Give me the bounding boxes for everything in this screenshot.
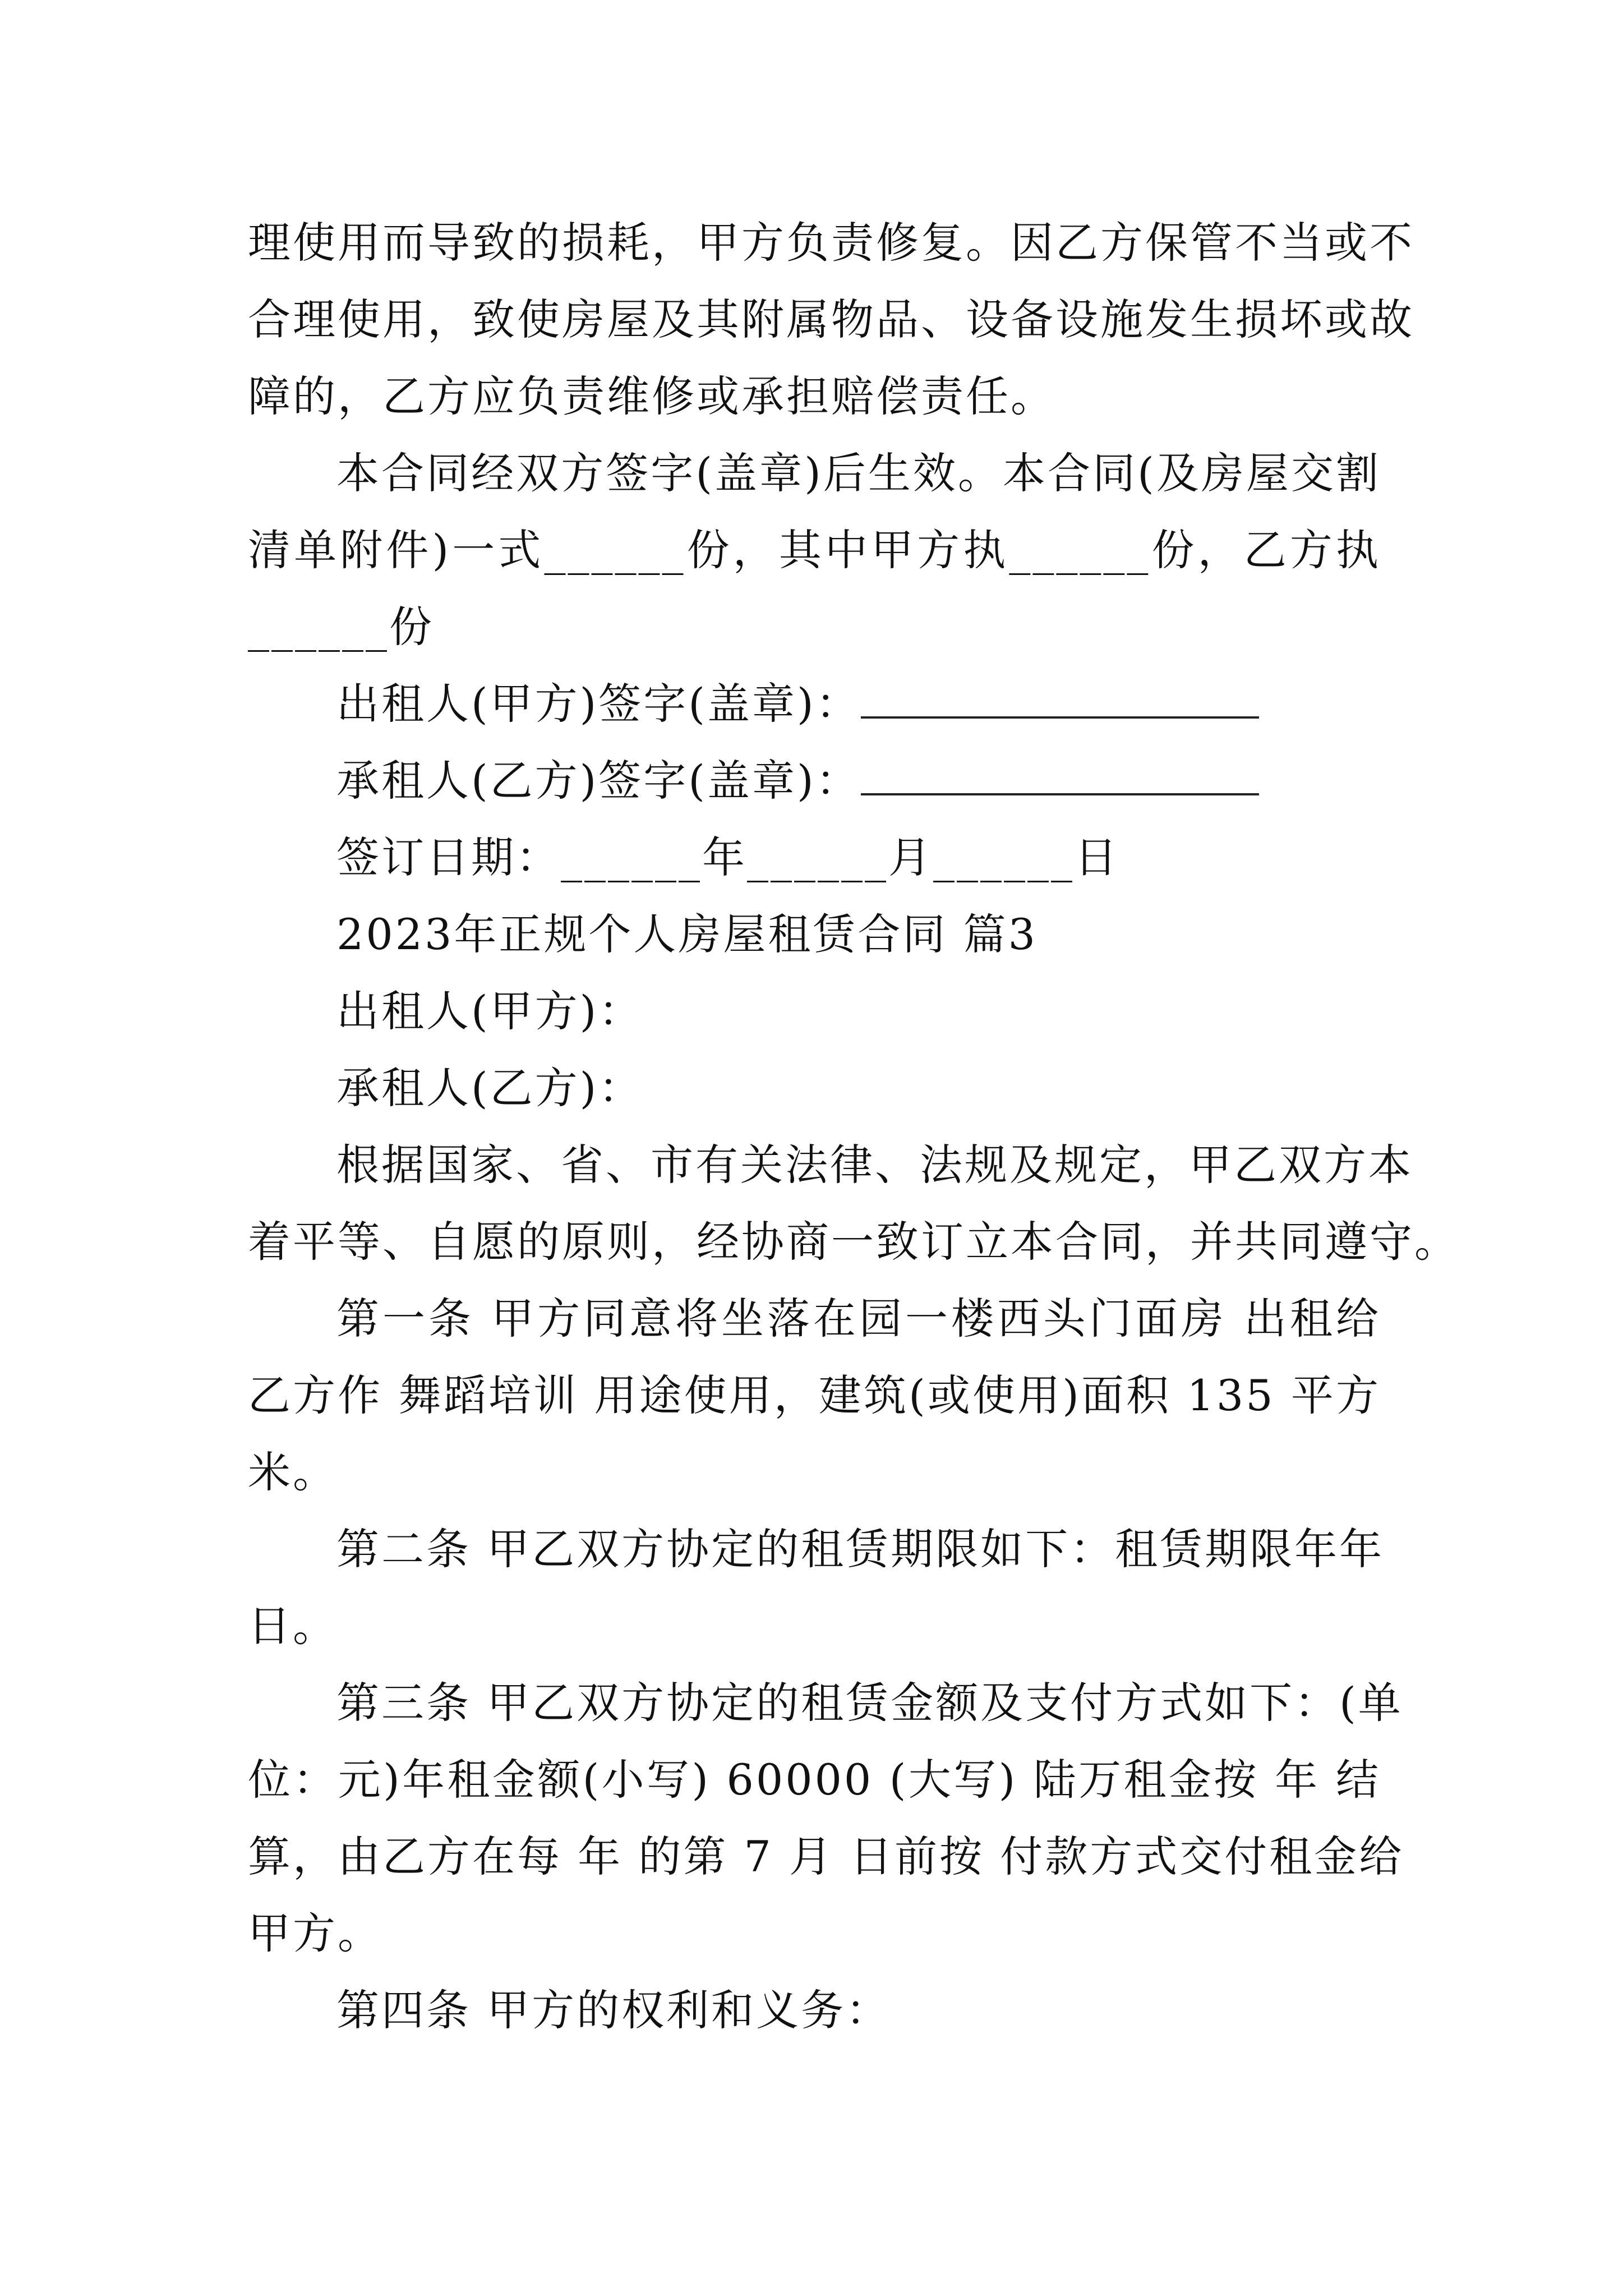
lessor-line: 出租人(甲方)： <box>336 986 644 1036</box>
lessor-signature-blank <box>861 682 1259 719</box>
lessor-signature-row <box>336 673 1259 735</box>
article-2-line-2: 日。 <box>248 1601 338 1651</box>
article-3-line-1: 第三条 甲乙双方协定的租赁金额及支付方式如下：(单 <box>336 1678 1403 1728</box>
article-1-line-2: 乙方作 舞蹈培训 用途使用，建筑(或使用)面积 135 平方 <box>248 1370 1381 1420</box>
lessee-signature-blank <box>861 758 1259 795</box>
paragraph-line-2: 合理使用，致使房屋及其附属物品、设备设施发生损坏或故 <box>248 295 1414 344</box>
article-1-line-3: 米。 <box>248 1447 338 1497</box>
article-1-line-1: 第一条 甲方同意将坐落在园一楼西头门面房 出租给 <box>336 1294 1381 1343</box>
article-4-heading: 第四条 甲方的权利和义务： <box>336 1985 891 2035</box>
paragraph-line-5: 清单附件)一式______份，其中甲方执______份，乙方执 <box>248 525 1381 575</box>
paragraph-line-14: 着平等、自愿的原则，经协商一致订立本合同，并共同遵守。 <box>248 1217 1459 1267</box>
lessor-signature-label: 出租人(甲方)签字(盖章)： <box>336 679 861 729</box>
lessee-signature-label: 承租人(乙方)签字(盖章)： <box>336 756 861 806</box>
paragraph-line-6: ______份 <box>248 602 434 652</box>
lessee-line: 承租人(乙方)： <box>336 1063 644 1113</box>
section-title: 2023年正规个人房屋租赁合同 篇3 <box>336 909 1038 959</box>
paragraph-line-13: 根据国家、省、市有关法律、法规及规定，甲乙双方本 <box>336 1140 1413 1190</box>
article-2-line-1: 第二条 甲乙双方协定的租赁期限如下：租赁期限年年 <box>336 1524 1385 1574</box>
paragraph-line-1: 理使用而导致的损耗，甲方负责修复。因乙方保管不当或不 <box>248 218 1414 268</box>
article-3-line-2: 位：元)年租金额(小写) 60000 (大写) 陆万租金按 年 结 <box>248 1755 1381 1805</box>
paragraph-line-3: 障的，乙方应负责维修或承担赔偿责任。 <box>248 371 1055 421</box>
article-3-line-4: 甲方。 <box>248 1908 382 1958</box>
paragraph-line-4: 本合同经双方签字(盖章)后生效。本合同(及房屋交割 <box>336 448 1381 498</box>
signing-date-line: 签订日期：______年______月______日 <box>336 832 1119 882</box>
article-3-line-3: 算，由乙方在每 年 的第 7 月 日前按 付款方式交付租金给 <box>248 1832 1404 1881</box>
lessee-signature-row <box>336 750 1259 812</box>
